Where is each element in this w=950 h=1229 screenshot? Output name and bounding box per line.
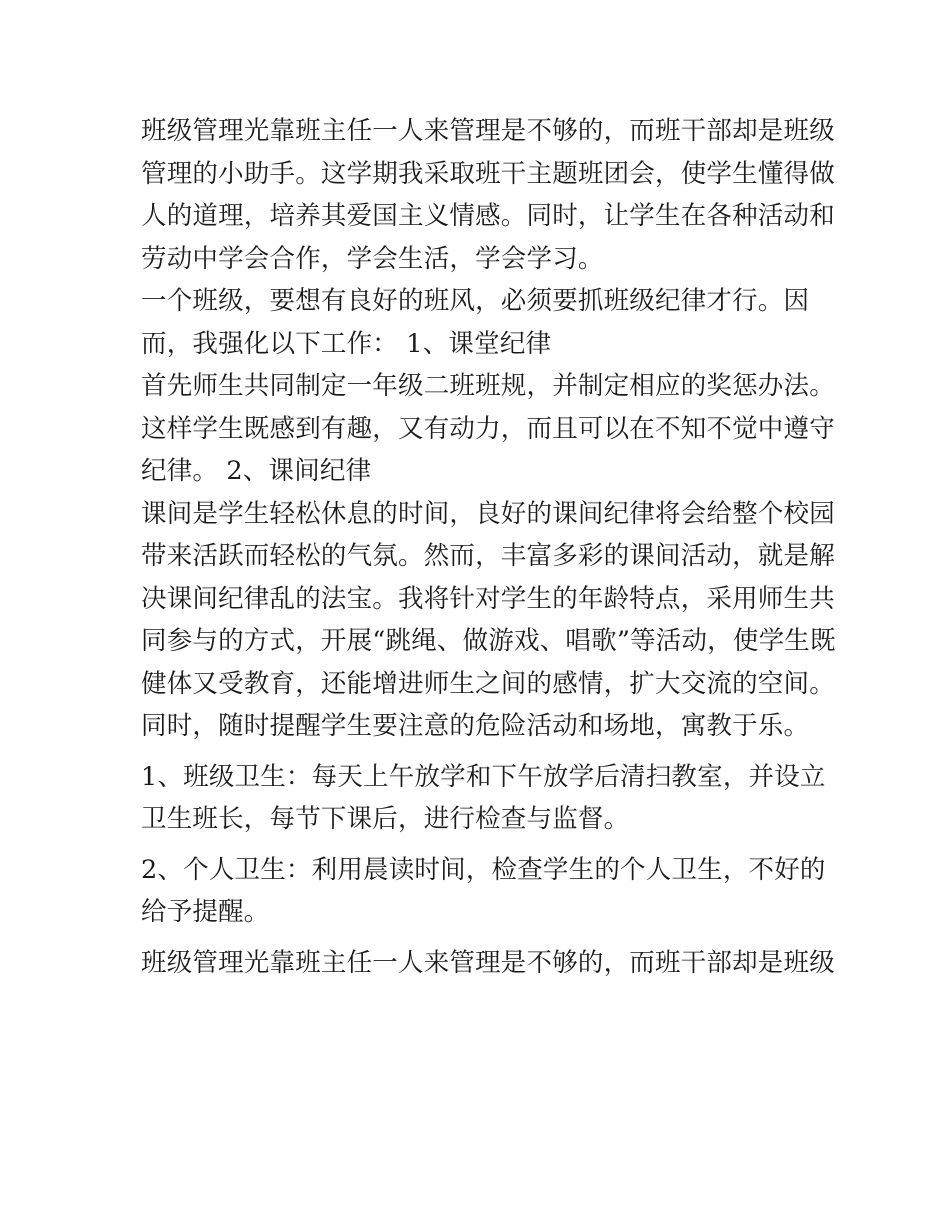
text-line: 管理的小助手。这学期我采取班干主题班团会，使学生懂得做 bbox=[141, 158, 835, 189]
text-line: 而，我强化以下工作： 1、课堂纪律 bbox=[141, 328, 552, 359]
text-line: 一个班级，要想有良好的班风，必须要抓班级纪律才行。因 bbox=[141, 286, 810, 316]
text-line: 人的道理，培养其爱国主义情感。同时，让学生在各种活动和 bbox=[141, 201, 835, 231]
text-line: 卫生班长，每节下课后，进行检查与监督。 bbox=[141, 804, 630, 834]
paragraph-class-management bbox=[141, 110, 835, 280]
text-line: 同时，随时提醒学生要注意的危险活动和场地，寓教于乐。 bbox=[141, 711, 810, 741]
text-line: 班级管理光靠班主任一人来管理是不够的，而班干部却是班级 bbox=[141, 116, 835, 146]
document-body bbox=[141, 110, 836, 984]
paragraph-personal-hygiene bbox=[141, 849, 826, 934]
paragraph-discipline-intro bbox=[141, 280, 821, 365]
text-line: 课间是学生轻松休息的时间，良好的课间纪律将会给整个校园 bbox=[141, 498, 835, 529]
text-line: 2、个人卫生：利用晨读时间，检查学生的个人卫生，不好的 bbox=[141, 854, 826, 885]
text-line: 首先师生共同制定一年级二班班规，并制定相应的奖惩办法。 bbox=[141, 371, 835, 401]
paragraph-classroom-discipline bbox=[141, 365, 835, 493]
text-line: 给予提醒。 bbox=[141, 897, 270, 927]
paragraph-class-management-repeat bbox=[141, 942, 835, 985]
text-line: 劳动中学会合作，学会生活，学会学习。 bbox=[141, 243, 604, 274]
text-line: 班级管理光靠班主任一人来管理是不够的，而班干部却是班级 bbox=[141, 947, 835, 978]
paragraph-break-discipline bbox=[141, 493, 836, 748]
text-line: 健体又受教育，还能增进师生之间的感情，扩大交流的空间。 bbox=[141, 668, 835, 699]
text-line: 1、班级卫生：每天上午放学和下午放学后清扫教室，并设立 bbox=[141, 761, 826, 792]
text-line: 这样学生既感到有趣，又有动力，而且可以在不知不觉中遵守 bbox=[141, 413, 835, 444]
text-line: 纪律。 2、课间纪律 bbox=[141, 456, 372, 486]
text-line: 同参与的方式，开展“跳绳、做游戏、唱歌”等活动，使学生既 bbox=[141, 626, 836, 656]
text-line: 带来活跃而轻松的气氛。然而，丰富多彩的课间活动，就是解 bbox=[141, 541, 835, 571]
paragraph-class-hygiene bbox=[141, 756, 826, 841]
text-line: 决课间纪律乱的法宝。我将针对学生的年龄特点，采用师生共 bbox=[141, 583, 835, 614]
